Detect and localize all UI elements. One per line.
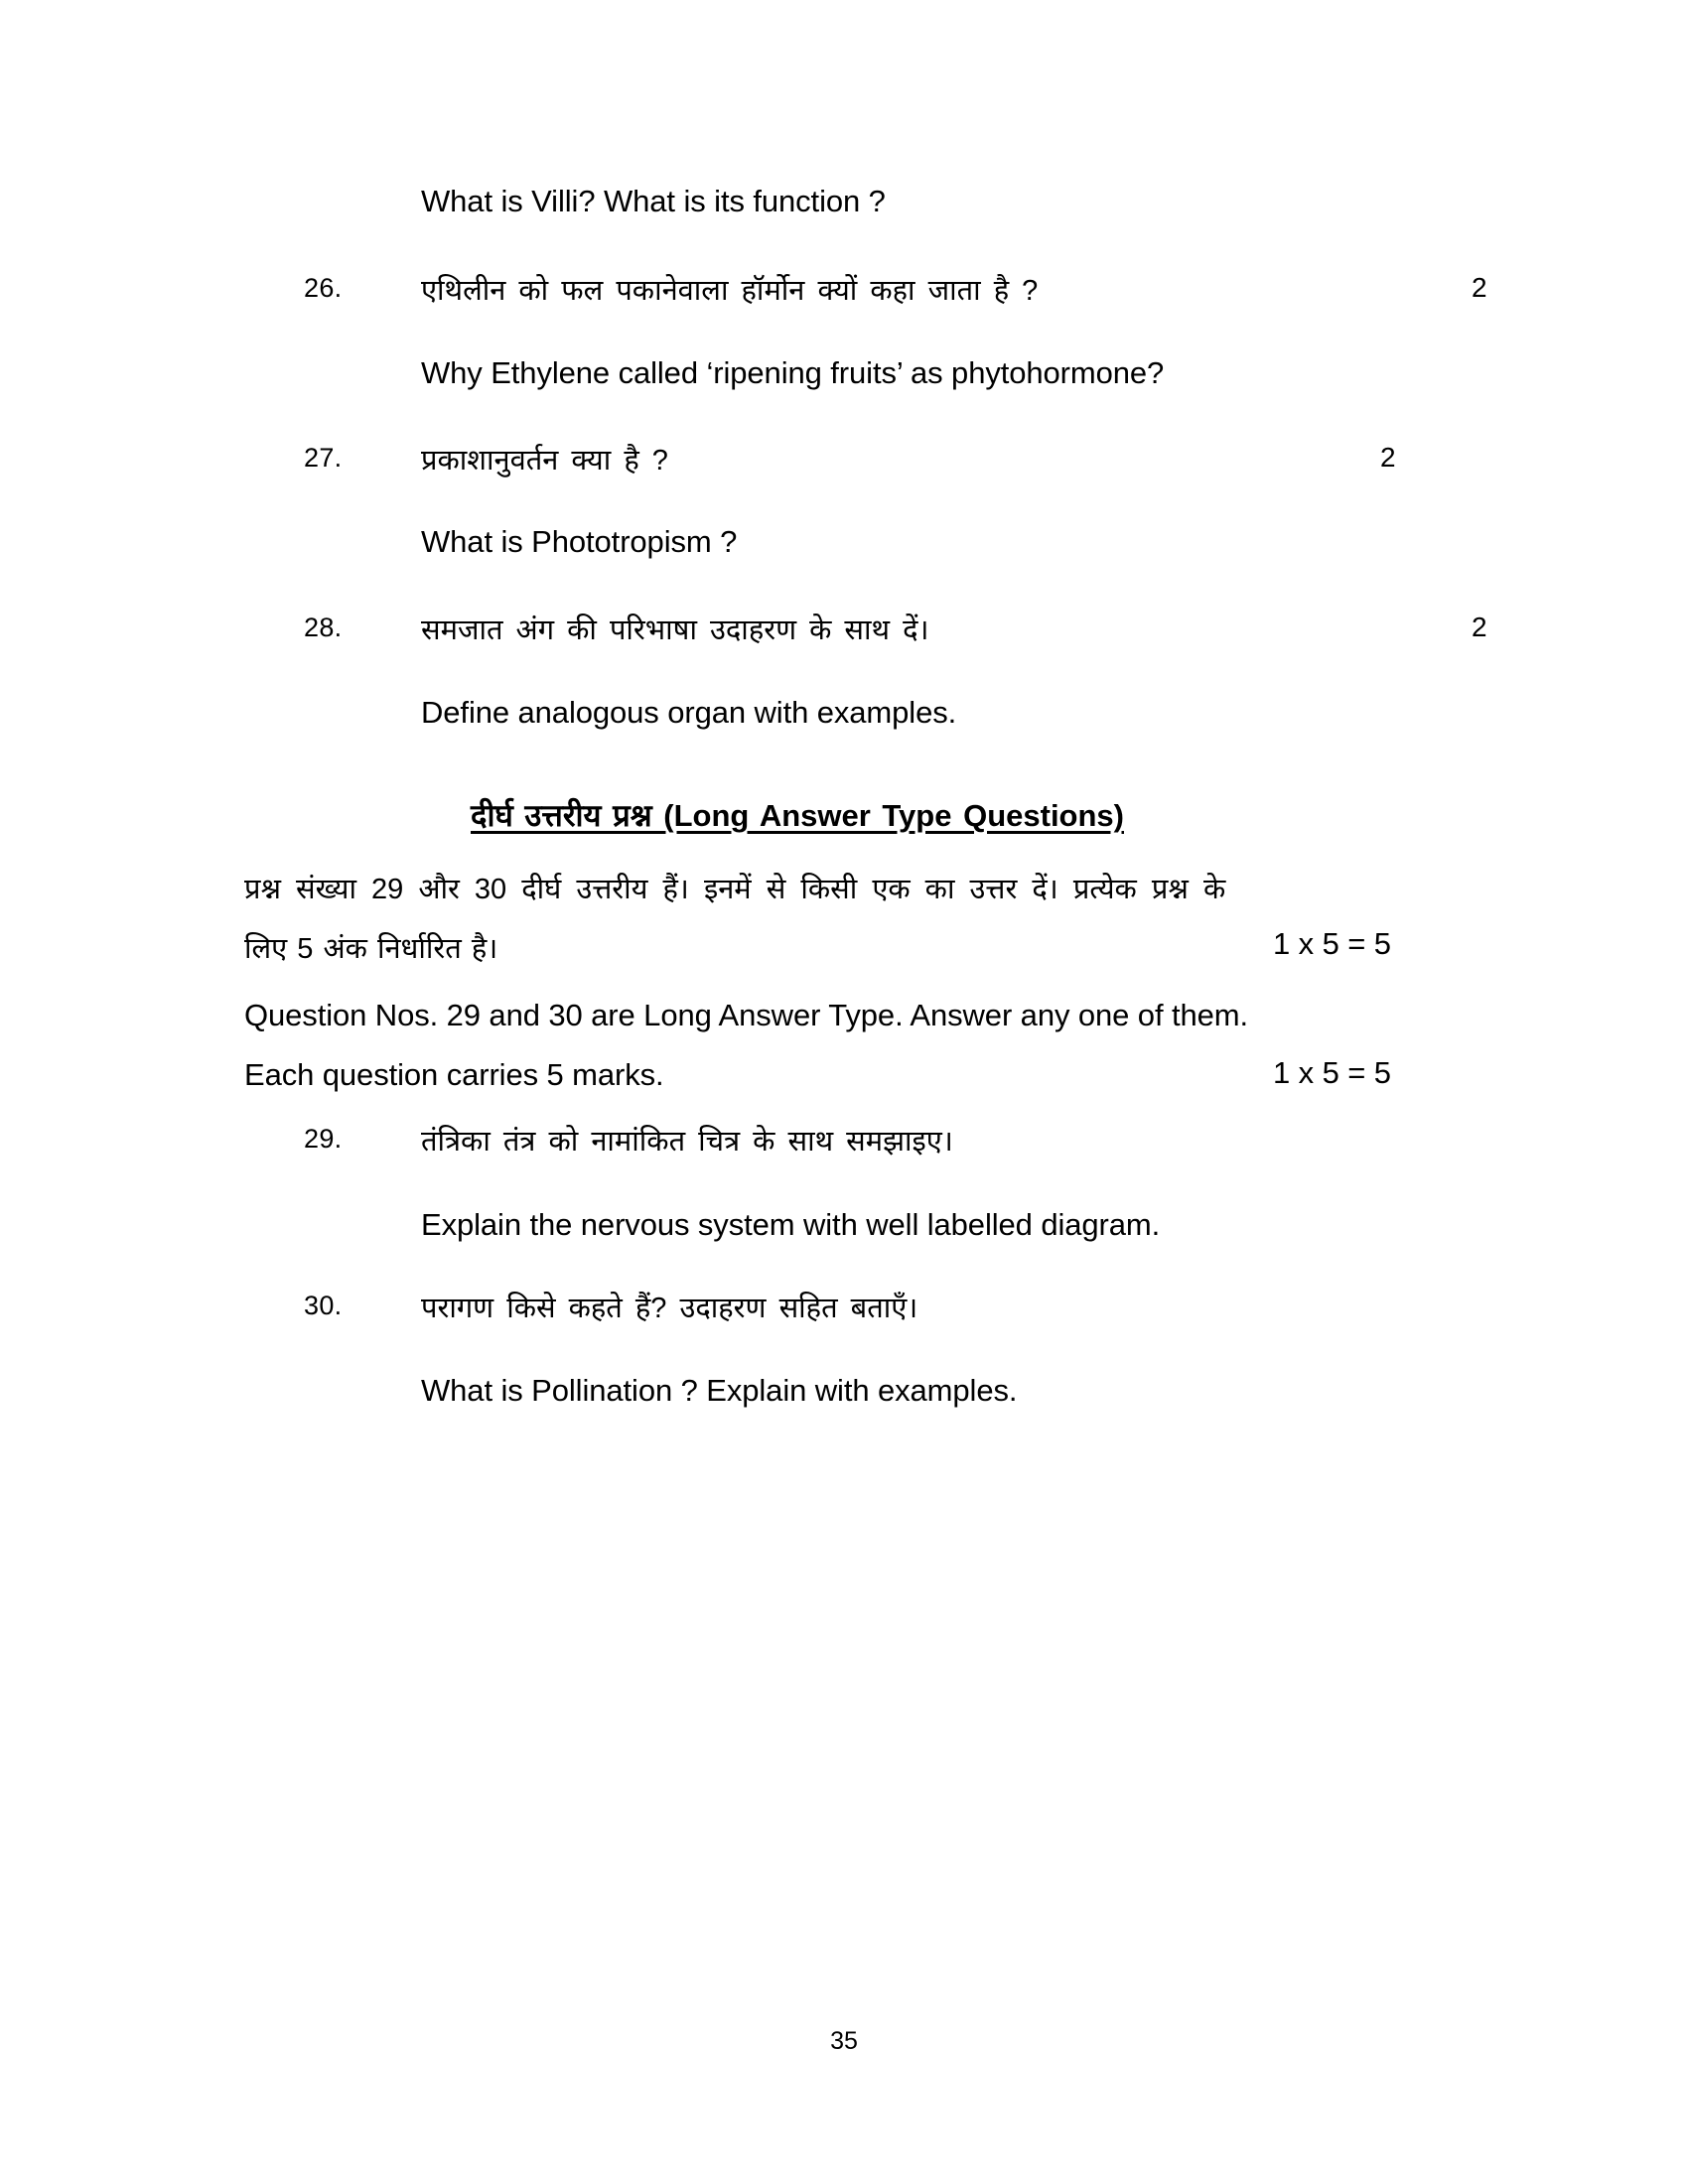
long-answer-instruction-english-line-1: Question Nos. 29 and 30 are Long Answer Type. Answer any one of them. xyxy=(244,998,1248,1032)
question-30-number: 30. xyxy=(304,1291,343,1320)
long-answer-instruction-english-line-2: Each question carries 5 marks. xyxy=(244,1057,664,1092)
question-26-number: 26. xyxy=(304,273,343,303)
question-28-hindi-text: समजात अंग की परिभाषा उदाहरण के साथ दें। xyxy=(421,614,929,646)
question-25-english-text: What is Villi? What is its function ? xyxy=(421,184,886,218)
long-answer-instruction-hindi-line-2: लिए 5 अंक निर्धारित है। xyxy=(244,933,498,965)
question-27-english-text: What is Phototropism ? xyxy=(421,524,738,559)
question-28-marks: 2 xyxy=(1472,612,1487,642)
question-28-english-text: Define analogous organ with examples. xyxy=(421,695,957,730)
long-answer-section-heading: दीर्घ उत्तरीय प्रश्न (Long Answer Type Questions) xyxy=(471,798,1124,833)
question-26-marks: 2 xyxy=(1472,272,1487,303)
question-30-english-text: What is Pollination ? Explain with examples. xyxy=(421,1373,1018,1408)
long-answer-instruction-hindi-marks: 1 x 5 = 5 xyxy=(1273,926,1391,961)
question-29-number: 29. xyxy=(304,1124,343,1154)
question-29-english-text: Explain the nervous system with well labelled diagram. xyxy=(421,1207,1161,1242)
page-number: 35 xyxy=(830,2027,858,2055)
question-27-marks: 2 xyxy=(1380,442,1396,473)
question-27-hindi-text: प्रकाशानुवर्तन क्या है ? xyxy=(421,445,668,477)
question-26-hindi-text: एथिलीन को फल पकानेवाला हॉर्मोन क्यों कहा जाता है ? xyxy=(421,275,1039,307)
question-27-number: 27. xyxy=(304,443,343,473)
question-26-english-text: Why Ethylene called ‘ripening fruits’ as phytohormone? xyxy=(421,355,1165,390)
question-30-hindi-text: परागण किसे कहते हैं? उदाहरण सहित बताएँ। xyxy=(421,1293,918,1324)
question-29-hindi-text: तंत्रिका तंत्र को नामांकित चित्र के साथ समझाइए। xyxy=(421,1126,953,1158)
question-28-number: 28. xyxy=(304,613,343,642)
long-answer-instruction-english-marks: 1 x 5 = 5 xyxy=(1273,1055,1391,1090)
long-answer-instruction-hindi-line-1: प्रश्न संख्या 29 और 30 दीर्घ उत्तरीय हैं। इनमें से किसी एक का उत्तर दें। प्रत्येक प्रश्न के xyxy=(244,874,1226,905)
